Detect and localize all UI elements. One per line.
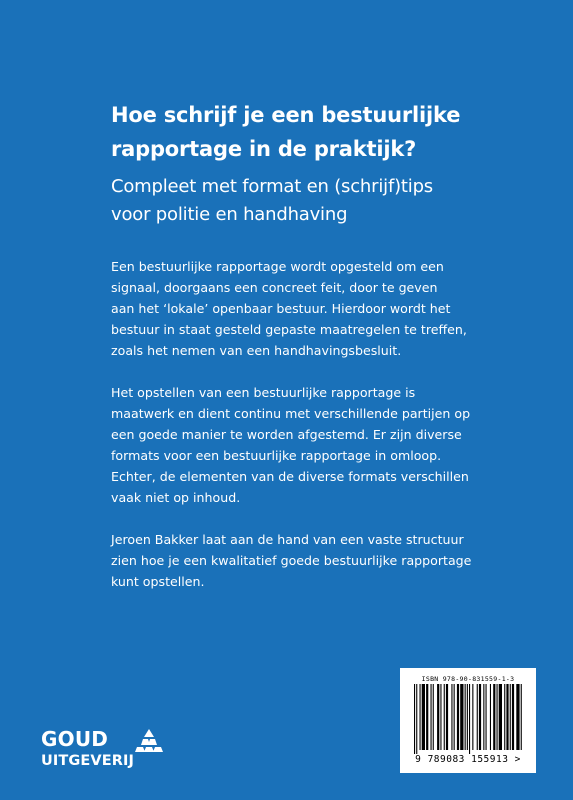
cover-subtitle	[111, 173, 551, 229]
back-cover-content	[111, 98, 551, 613]
barcode-bar	[422, 684, 425, 750]
barcode-bar	[416, 684, 417, 754]
publisher-name: GOUD	[41, 727, 109, 751]
publisher-subtitle: UITGEVERIJ	[41, 753, 134, 769]
barcode-bar	[437, 684, 439, 750]
barcode-bar	[469, 684, 470, 754]
title-line: rapportage in de praktijk?	[111, 137, 417, 161]
barcode-bar	[479, 684, 481, 750]
text-line: formats voor een bestuurlijke rapportage in omloop.	[111, 448, 442, 463]
barcode-bar	[504, 684, 505, 750]
blurb-paragraph-3	[111, 529, 551, 592]
subtitle-line: Compleet met format en (schrijf)tips	[111, 176, 433, 197]
cover-title	[111, 98, 551, 166]
barcode-bar	[512, 684, 514, 750]
text-line: signaal, doorgaans een concreet feit, door te geven	[111, 280, 438, 295]
barcode-bar	[493, 684, 495, 750]
blurb-paragraph-2	[111, 382, 551, 508]
publisher-logo	[41, 728, 181, 778]
barcode-bar	[516, 684, 519, 750]
barcode-bar	[454, 684, 455, 750]
barcode-bar	[521, 684, 522, 750]
text-line: zoals het nemen van een handhavingsbesluit.	[111, 343, 402, 358]
barcode-bar	[465, 684, 466, 750]
text-line: zien hoe je een kwalitatief goede bestuurlijke rapportage	[111, 553, 472, 568]
text-line: bestuur in staat gesteld gepaste maatregelen te treffen,	[111, 322, 467, 337]
barcode-bar	[499, 684, 502, 750]
gold-bars-pyramid-icon	[134, 728, 164, 752]
barcode-bar	[420, 684, 421, 750]
barcode-bar	[472, 684, 473, 750]
barcode-bar	[414, 684, 415, 754]
barcode-bar	[477, 684, 478, 750]
barcode-bar	[431, 684, 432, 750]
barcode-bar	[510, 684, 511, 750]
subtitle-line: voor politie en handhaving	[111, 204, 348, 225]
barcode-bar	[444, 684, 445, 750]
barcode-bar	[457, 684, 459, 750]
barcode-bar	[506, 684, 508, 750]
text-line: aan het ‘lokale’ openbaar bestuur. Hierdoor wordt het	[111, 301, 451, 316]
barcode-bar	[467, 684, 468, 750]
barcode-bars	[414, 684, 522, 754]
barcode-bar	[426, 684, 428, 750]
text-line: kunt opstellen.	[111, 574, 205, 589]
barcode-bar	[460, 684, 463, 750]
isbn-barcode	[400, 668, 536, 773]
blurb	[111, 256, 551, 592]
title-line: Hoe schrijf je een bestuurlijke	[111, 103, 461, 127]
text-line: vaak niet op inhoud.	[111, 490, 241, 505]
blurb-paragraph-1	[111, 256, 551, 361]
barcode-bar	[446, 684, 448, 750]
text-line: Jeroen Bakker laat aan de hand van een vaste structuur	[111, 532, 464, 547]
barcode-bar	[451, 684, 452, 750]
text-line: Het opstellen van een bestuurlijke rapportage is	[111, 385, 416, 400]
barcode-bar	[440, 684, 441, 750]
barcode-digits: 9 789083 155913 >	[415, 754, 521, 765]
barcode-bar	[483, 684, 484, 750]
text-line: een goede manier te worden afgestemd. Er zijn diverse	[111, 427, 462, 442]
barcode-bar	[490, 684, 491, 750]
barcode-bar	[497, 684, 498, 750]
text-line: maatwerk en dient continu met verschillende partijen op	[111, 406, 471, 421]
barcode-bar	[486, 684, 487, 750]
text-line: Een bestuurlijke rapportage wordt opgesteld om een	[111, 259, 444, 274]
text-line: Echter, de elementen van de diverse formats verschillen	[111, 469, 469, 484]
isbn-label: ISBN 978-90-831559-1-3	[421, 675, 515, 683]
barcode-bar	[433, 684, 434, 750]
